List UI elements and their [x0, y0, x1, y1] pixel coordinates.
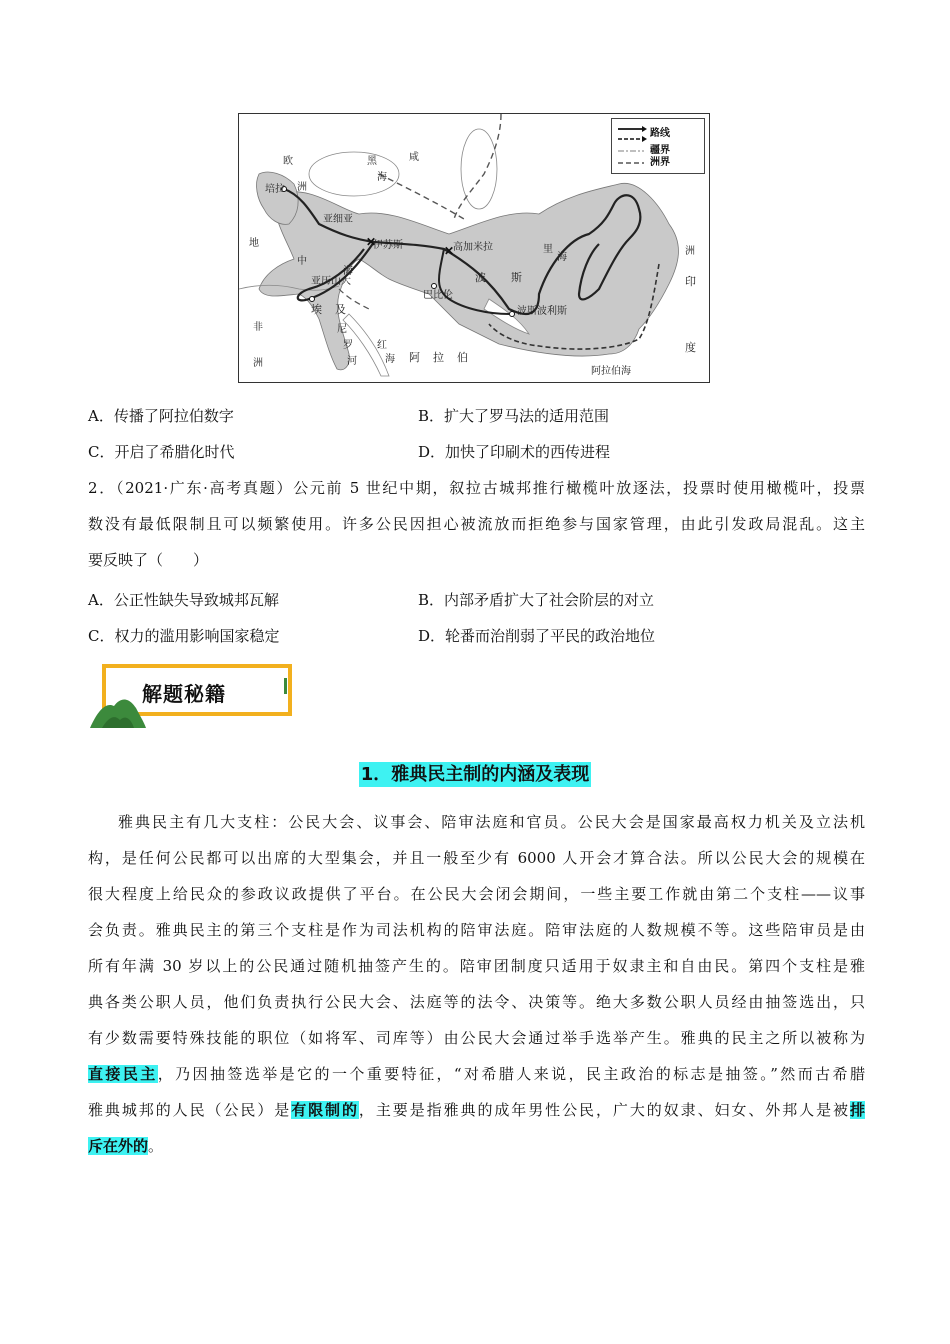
body-line: [88, 1100, 865, 1120]
q2-stem-line: 2．（2021·广东·高考真题）公元前 5 世纪中期，叙拉古城邦推行橄榄叶放逐法，投票时使用橄榄叶，投票: [88, 479, 865, 497]
banner-title: 解题秘籍: [142, 682, 226, 706]
map-label: 洲: [297, 182, 307, 193]
map-label: 洲: [685, 246, 695, 257]
q2-option-c: C．权力的滥用影响国家稳定: [88, 627, 280, 645]
map-label: 波斯波利斯: [517, 306, 567, 317]
legend-continent: 洲界: [650, 157, 670, 168]
map-label: 海: [557, 252, 567, 263]
map-legend: [611, 118, 705, 174]
q1-option-c: C．开启了希腊化时代: [88, 443, 235, 461]
body-line: 构，是任何公民都可以出席的大型集会，并且一般至少有 6000 人开会才算合法。所以公民大会的规模在: [88, 849, 865, 867]
banner-accent: [284, 678, 287, 694]
highlight-limited: 有限制的: [291, 1101, 359, 1119]
map-label: 波: [475, 271, 486, 284]
map-label: 中: [297, 256, 307, 267]
history-map: [238, 113, 710, 383]
map-label: 里: [543, 244, 553, 255]
highlight-excluded: 斥在外的: [88, 1137, 149, 1155]
q1-option-b: B．扩大了罗马法的适用范围: [418, 407, 610, 425]
map-label: 地: [249, 238, 259, 249]
map-label: 阿拉伯海: [591, 366, 631, 377]
body-line: 很大程度上给民众的参政议政提供了平台。在公民大会闭会期间，一些主要工作就由第二个支柱——议事: [88, 885, 865, 903]
highlight-excluded-start: 排: [849, 1101, 865, 1119]
map-label: 咸: [409, 152, 419, 163]
map-label: 伊苏斯: [373, 240, 403, 251]
map-label: 洲: [253, 358, 263, 369]
mountain-icon: [88, 690, 148, 730]
q2-stem-line: 数没有最低限制且可以频繁使用。许多公民因担心被流放而拒绝参与国家管理，由此引发政局混乱。这主: [88, 515, 865, 533]
tips-banner: [88, 660, 298, 728]
body-line: 所有年满 30 岁以上的公民通过随机抽签产生的。陪审团制度只适用于奴隶主和自由民。第四个支柱是雅: [88, 957, 865, 975]
highlight-direct-democracy: 直接民主: [88, 1065, 158, 1083]
legend-border: 疆界: [650, 145, 670, 156]
map-label: 黑: [367, 156, 377, 167]
map-label: 培拉: [265, 184, 285, 195]
q2-option-d: D．轮番而治削弱了平民的政治地位: [418, 627, 656, 645]
map-label: 海: [343, 266, 353, 277]
q2-option-b: B．内部矛盾扩大了社会阶层的对立: [418, 591, 655, 609]
map-label: 伯: [457, 351, 468, 364]
map-label: 印: [685, 275, 696, 288]
section-title: [0, 760, 950, 786]
map-label: 高加米拉: [453, 242, 493, 253]
body-text: ，主要是指雅典的成年男性公民，广大的奴隶、妇女、外邦人是被: [358, 1101, 850, 1119]
body-line: 会负责。雅典民主的第三个支柱是作为司法机构的陪审法庭。陪审法庭的人数规模不等。这些陪审员是由: [88, 921, 865, 939]
map-label: 拉: [433, 351, 444, 364]
map-label: 海: [377, 172, 387, 183]
map-label: 巴比伦: [423, 290, 453, 301]
q1-option-a: A．传播了阿拉伯数字: [88, 407, 234, 425]
body-text: 雅典城邦的人民（公民）是: [88, 1101, 292, 1119]
body-line: 有少数需要特殊技能的职位（如将军、司库等）由公民大会通过举手选举产生。雅典的民主之所以被称为: [88, 1029, 865, 1047]
map-label: 罗: [343, 340, 353, 351]
map-label: 阿: [409, 351, 420, 364]
body-line: [88, 1064, 865, 1084]
body-line: 雅典民主有几大支柱：公民大会、议事会、陪审法庭和官员。公民大会是国家最高权力机关及立法机: [118, 813, 865, 831]
q1-option-d: D．加快了印刷术的西传进程: [418, 443, 611, 461]
greece-area: [257, 172, 299, 224]
map-label: 亚细亚: [323, 214, 353, 225]
map-label: 埃: [311, 303, 322, 316]
q2-option-a: A．公正性缺失导致城邦瓦解: [88, 591, 279, 609]
map-label: 河: [347, 356, 357, 367]
map-label: 欧: [283, 156, 293, 167]
map-label: 度: [685, 341, 696, 354]
section-title-text: 1．雅典民主制的内涵及表现: [360, 764, 590, 785]
body-text: ，乃因抽签选举是它的一个重要特征，“对希腊人来说，民主政治的标志是抽签。”然而古希腊: [157, 1065, 865, 1083]
body-text: 。: [148, 1137, 164, 1155]
body-line: 典各类公职人员，他们负责执行公民大会、法庭等的法令、决策等。绝大多数公职人员经由抽签选出，只: [88, 993, 865, 1011]
map-label: 海: [385, 354, 395, 365]
map-label: 斯: [511, 271, 522, 284]
map-label: 红: [377, 340, 387, 351]
map-label: 尼: [337, 324, 347, 335]
map-label: 及: [335, 303, 346, 316]
svg-text:✕: ✕: [366, 235, 377, 249]
map-label: 亚历山大: [311, 276, 351, 287]
q2-stem-line: 要反映了（ ）: [88, 551, 209, 569]
body-line: [88, 1136, 163, 1156]
legend-route: 路线: [650, 128, 670, 139]
svg-text:✕: ✕: [444, 244, 455, 258]
map-label: 非: [253, 322, 263, 333]
